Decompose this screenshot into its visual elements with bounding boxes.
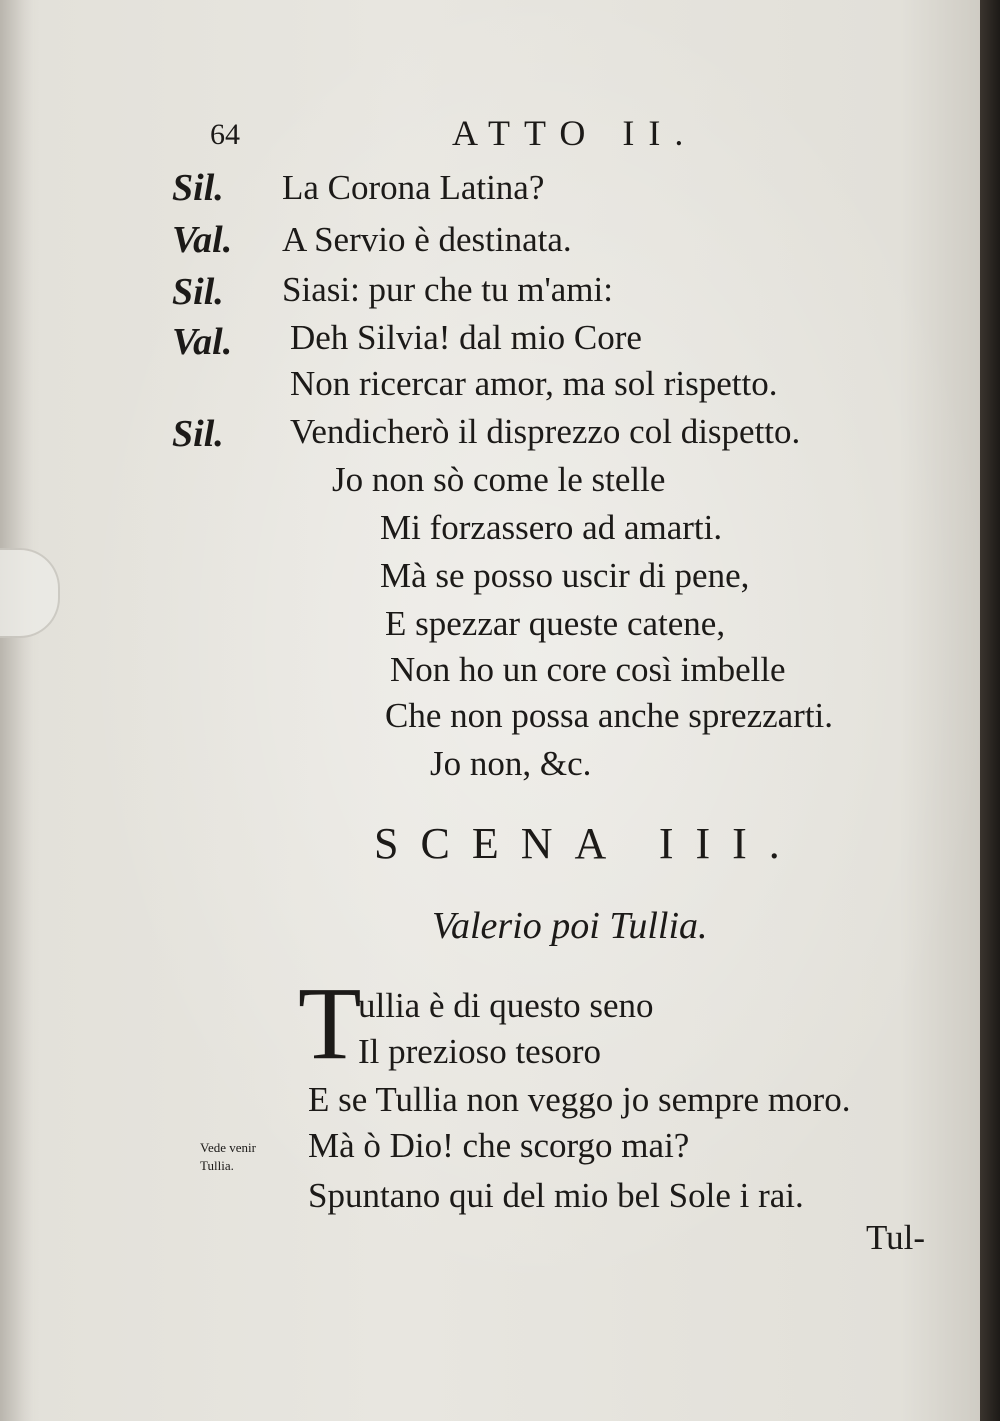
dialogue-line: A Servio è destinata. [282, 220, 572, 259]
page-gutter-edge [0, 0, 34, 1421]
scene-persons: Valerio poi Tullia. [432, 905, 708, 947]
aria-line: Jo non, &c. [430, 744, 592, 783]
verse-line: Mà ò Dio! che scorgo mai? [308, 1126, 690, 1165]
speaker-label: Val. [172, 219, 233, 261]
aria-line: Jo non sò come le stelle [332, 460, 666, 499]
verse-line: E se Tullia non veggo jo sempre moro. [308, 1080, 851, 1119]
speaker-label: Sil. [172, 271, 224, 313]
verse-line: ullia è di questo seno [358, 986, 654, 1025]
aria-line: Che non possa anche sprezzarti. [385, 696, 834, 735]
dialogue-line: Vendicherò il disprezzo col dispetto. [290, 412, 801, 451]
margin-note-line: Vede venir [200, 1140, 256, 1155]
aria-line: E spezzar queste catene, [385, 604, 726, 643]
verse-line: Spuntano qui del mio bel Sole i rai. [308, 1176, 804, 1215]
speaker-label: Val. [172, 321, 233, 363]
speaker-label: Sil. [172, 413, 224, 455]
aria-line: Non ho un core così imbelle [390, 650, 786, 689]
dialogue-line: Deh Silvia! dal mio Core [290, 318, 642, 357]
running-title: ATTO II. [452, 113, 698, 153]
drop-cap: T [298, 966, 362, 1081]
catchword: Tul- [866, 1218, 926, 1257]
bookmark-tab [0, 548, 60, 638]
page-number: 64 [210, 118, 240, 151]
dialogue-line: La Corona Latina? [282, 168, 545, 207]
book-spine-edge [980, 0, 1000, 1421]
scene-title: SCENA III. [374, 819, 802, 868]
dialogue-line: Non ricercar amor, ma sol rispetto. [290, 364, 778, 403]
aria-line: Mà se posso uscir di pene, [380, 556, 750, 595]
aria-line: Mi forzassero ad amarti. [380, 508, 723, 547]
verse-line: Il prezioso tesoro [358, 1032, 601, 1071]
dialogue-line: Siasi: pur che tu m'ami: [282, 270, 613, 309]
margin-note-line: Tullia. [200, 1158, 234, 1173]
speaker-label: Sil. [172, 167, 224, 209]
